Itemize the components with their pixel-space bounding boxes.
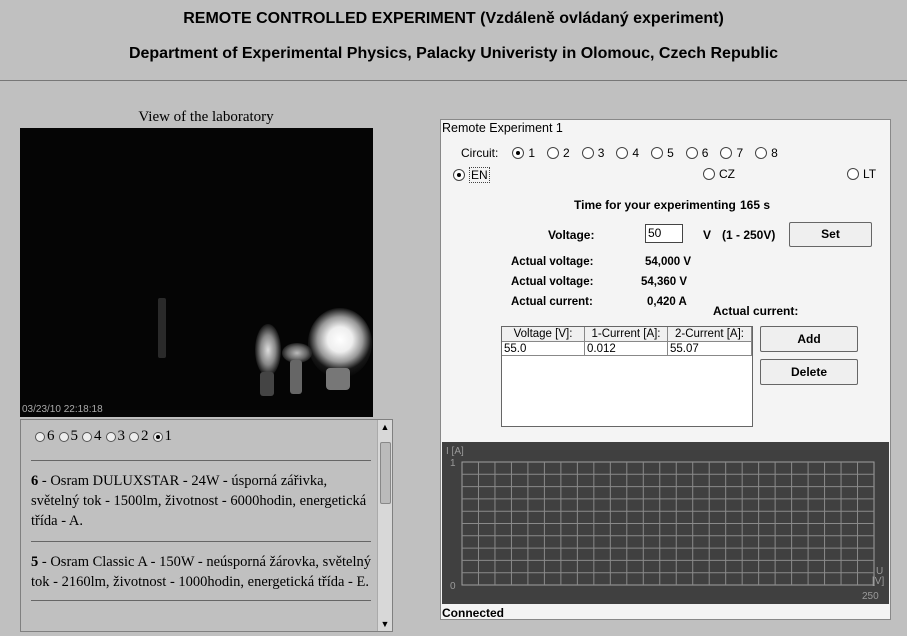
lamp-radio-4[interactable] <box>82 428 102 445</box>
x-axis-unit: [V] <box>872 576 885 587</box>
radio-icon <box>651 147 663 159</box>
language-radio-lt[interactable] <box>847 167 876 181</box>
connection-status: Connected <box>442 606 505 620</box>
lamp-description-panel[interactable] <box>20 419 393 632</box>
radio-icon <box>616 147 628 159</box>
measurement-table[interactable] <box>501 326 753 427</box>
delete-button[interactable]: Delete <box>760 359 858 385</box>
actual-voltage-label-1: Actual voltage: <box>511 256 594 268</box>
circuit-radio-1[interactable] <box>512 146 535 160</box>
lamp-radio-label: 6 <box>47 428 55 444</box>
description-scrollbar[interactable] <box>377 420 392 631</box>
actual-voltage-value-1: 54,000 V <box>645 256 692 268</box>
lamp-radio-1[interactable] <box>153 428 173 445</box>
circuit-radio-7[interactable] <box>720 146 743 160</box>
lamp-number: 6 <box>31 473 39 489</box>
language-label: EN <box>471 168 488 182</box>
radio-icon <box>847 168 859 180</box>
circuit-radio-5[interactable] <box>651 146 674 160</box>
radio-icon <box>106 432 116 442</box>
language-label: LT <box>863 167 877 181</box>
lab-view-caption: View of the laboratory <box>138 109 274 125</box>
circuit-radio-3[interactable] <box>582 146 605 160</box>
language-radio-cz[interactable] <box>703 167 735 181</box>
actual-current-side-label: Actual current: <box>713 304 799 318</box>
radio-icon-selected <box>153 432 163 442</box>
column-header[interactable]: 1-Current [A]: <box>585 327 668 342</box>
circuit-label: Circuit: <box>461 146 499 160</box>
actual-current-value: 0,420 A <box>647 296 687 308</box>
radio-icon <box>35 432 45 442</box>
circuit-radio-2[interactable] <box>547 146 570 160</box>
page-title: REMOTE CONTROLLED EXPERIMENT (Vzdáleně ovládaný experiment) <box>183 10 724 27</box>
table-header <box>502 327 752 342</box>
circuit-radio-6[interactable] <box>686 146 709 160</box>
x-axis-label: U <box>876 566 884 577</box>
graph-canvas <box>442 442 889 604</box>
radio-icon <box>686 147 698 159</box>
actual-voltage-value-2: 54,360 V <box>641 276 688 288</box>
voltage-range: (1 - 250V) <box>722 228 776 242</box>
radio-icon <box>82 432 92 442</box>
table-row[interactable] <box>502 342 752 356</box>
radio-icon <box>59 432 69 442</box>
scroll-thumb[interactable] <box>380 442 391 504</box>
radio-icon <box>720 147 732 159</box>
lamp-selector <box>35 428 371 445</box>
scroll-up-arrow-icon[interactable]: ▲ <box>380 422 390 432</box>
divider <box>31 600 371 601</box>
lamp-radio-6[interactable] <box>35 428 55 445</box>
add-button[interactable]: Add <box>760 326 858 352</box>
circuit-radio-label: 2 <box>563 146 570 160</box>
graph-grid <box>462 462 874 585</box>
circuit-radio-label: 3 <box>597 146 605 160</box>
lamp-base-bright <box>326 368 350 390</box>
page-subtitle: Department of Experimental Physics, Palacky Univeristy in Olomouc, Czech Republic <box>128 45 779 62</box>
circuit-radio-label: 5 <box>667 146 674 160</box>
language-radio-en[interactable] <box>453 167 490 183</box>
equipment-glint <box>158 298 166 358</box>
radio-icon-selected <box>512 147 524 159</box>
y-axis-label: I [A] <box>446 446 464 457</box>
lamp-radio-5[interactable] <box>59 428 79 445</box>
circuit-radio-label: 4 <box>632 146 640 160</box>
lamp-radio-3[interactable] <box>106 428 126 445</box>
lamp-radio-2[interactable] <box>129 428 149 445</box>
laboratory-camera-view <box>20 128 373 417</box>
circuit-radio-label: 7 <box>736 146 744 160</box>
actual-voltage-label-2: Actual voltage: <box>511 276 594 288</box>
radio-icon <box>755 147 767 159</box>
lamp-number: 5 <box>31 554 39 570</box>
set-button[interactable]: Set <box>789 222 872 247</box>
radio-icon-selected <box>453 169 465 181</box>
x-max-label: 250 <box>862 591 879 602</box>
camera-timestamp: 03/23/10 22:18:18 <box>22 404 103 415</box>
lamp-base-cfl <box>290 360 302 394</box>
remote-experiment-applet <box>440 119 891 620</box>
lamp-base-small <box>260 372 274 396</box>
voltage-unit: V <box>703 228 712 242</box>
current-voltage-graph <box>442 442 889 604</box>
column-header[interactable]: Voltage [V]: <box>502 327 585 342</box>
radio-icon <box>703 168 715 180</box>
lamp-radio-label: 1 <box>164 428 172 444</box>
origin-label: 0 <box>450 581 456 592</box>
circuit-radio-8[interactable] <box>755 146 778 160</box>
lamp-description-5 <box>31 552 371 592</box>
lamp-radio-label: 2 <box>141 428 149 444</box>
circuit-selector <box>461 146 790 160</box>
lamp-description-6 <box>31 471 371 531</box>
table-cell: 0.012 <box>585 342 668 356</box>
actual-current-label: Actual current: <box>511 296 593 308</box>
y-max-label: 1 <box>450 458 456 469</box>
radio-icon <box>582 147 594 159</box>
lamp-glow-small <box>255 324 281 376</box>
column-header[interactable]: 2-Current [A]: <box>668 327 752 342</box>
lamp-text: - Osram DULUXSTAR - 24W - úsporná zářivka, světelný tok - 1500lm, životnost - 6000hodin, energetická třída - A. <box>31 473 367 529</box>
circuit-radio-label: 1 <box>528 146 536 160</box>
lamp-radio-label: 5 <box>70 428 78 444</box>
voltage-label: Voltage: <box>548 228 595 242</box>
circuit-radio-4[interactable] <box>616 146 639 160</box>
lamp-radio-label: 3 <box>117 428 125 444</box>
circuit-radio-label: 8 <box>771 146 778 160</box>
table-cell: 55.07 <box>668 342 752 356</box>
time-value: 165 s <box>740 198 771 212</box>
scroll-down-arrow-icon[interactable]: ▼ <box>380 619 390 629</box>
table-cell: 55.0 <box>502 342 585 356</box>
divider <box>31 460 371 461</box>
radio-icon <box>547 147 559 159</box>
lamp-text: - Osram Classic A - 150W - neúsporná žárovka, světelný tok - 2160lm, životnost - 1000hodin, energetická třída - E. <box>31 554 371 590</box>
lamp-radio-label: 4 <box>94 428 102 444</box>
voltage-input[interactable]: 50 <box>645 224 683 243</box>
circuit-radio-label: 6 <box>701 146 709 160</box>
applet-title: Remote Experiment 1 <box>442 121 563 135</box>
time-label: Time for your experimenting <box>574 198 736 212</box>
page-header <box>0 0 907 81</box>
radio-icon <box>129 432 139 442</box>
divider <box>31 541 371 542</box>
language-label: CZ <box>719 167 735 181</box>
